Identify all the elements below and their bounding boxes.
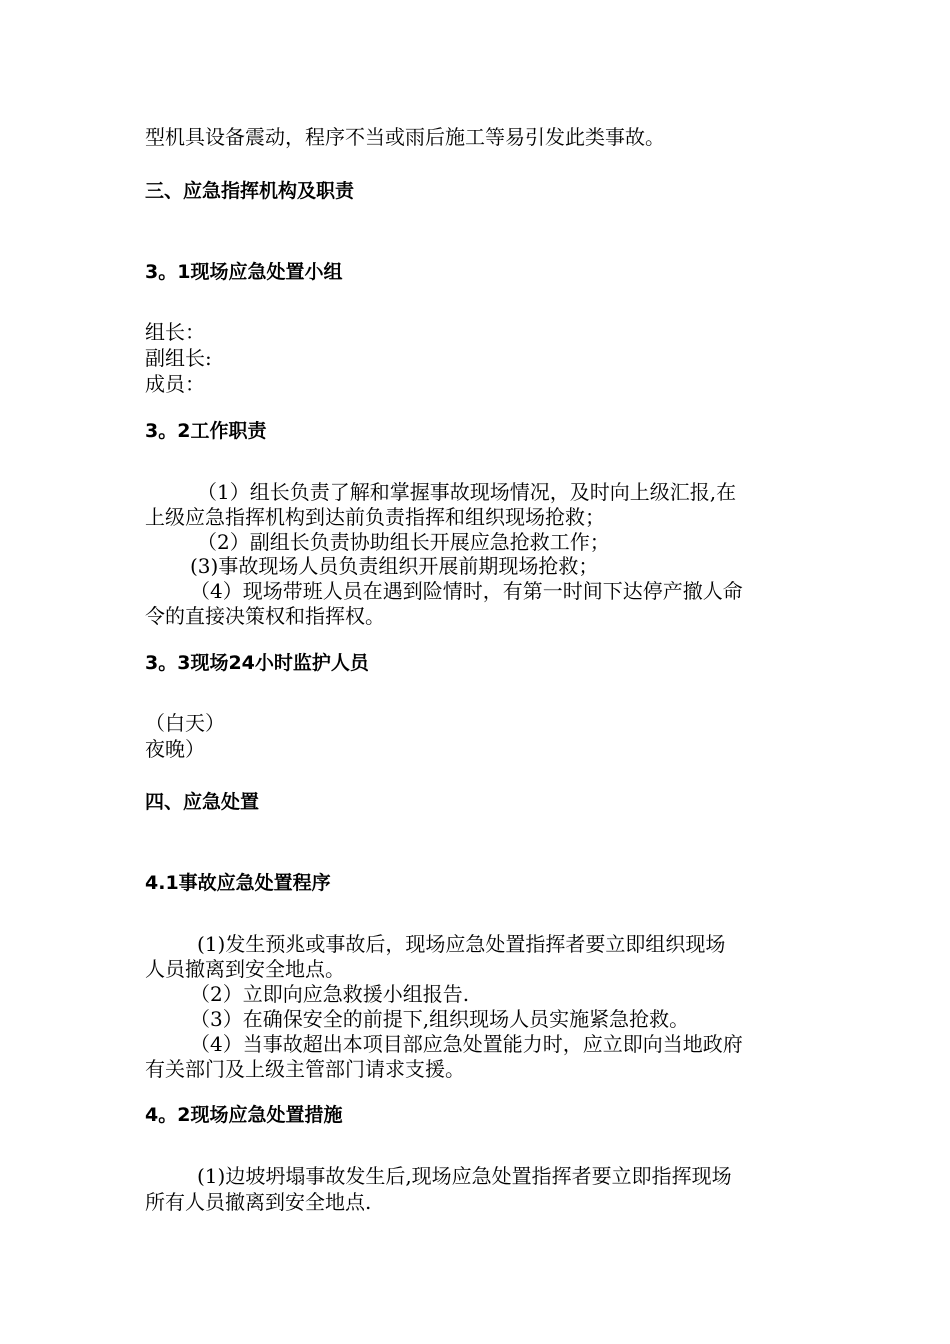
duty-line: （2）副组长负责协助组长开展应急抢救工作； — [197, 530, 610, 554]
s33-title: 3。3现场24小时监护人员 — [145, 652, 369, 674]
procedure-line: 有关部门及上级主管部门请求支援。 — [145, 1057, 465, 1081]
procedure-line: （3）在确保安全的前提下,组织现场人员实施紧急抢救。 — [190, 1007, 690, 1031]
procedure-line: （4）当事故超出本项目部应急处置能力时，应立即向当地政府 — [190, 1032, 743, 1056]
s41-title: 4.1事故应急处置程序 — [145, 872, 331, 894]
role-members: 成员： — [145, 372, 205, 396]
section3-title: 三、应急指挥机构及职责 — [145, 180, 355, 202]
s32-title: 3。2工作职责 — [145, 420, 267, 442]
shift-day: （白天） — [145, 711, 225, 735]
procedure-line: （2）立即向应急救援小组报告. — [190, 982, 470, 1006]
duty-line: （4）现场带班人员在遇到险情时，有第一时间下达停产撤人命 — [190, 579, 743, 603]
shift-night: 夜晚） — [145, 737, 205, 761]
procedure-line: (1)发生预兆或事故后，现场应急处置指挥者要立即组织现场 — [197, 932, 726, 956]
intro-tail: 型机具设备震动，程序不当或雨后施工等易引发此类事故。 — [145, 125, 665, 149]
measure-line: 所有人员撤离到安全地点. — [145, 1190, 372, 1214]
s31-title: 3。1现场应急处置小组 — [145, 261, 343, 283]
duty-line: （1）组长负责了解和掌握事故现场情况，及时向上级汇报,在 — [197, 480, 737, 504]
procedure-line: 人员撤离到安全地点。 — [145, 957, 345, 981]
measure-line: (1)边坡坍塌事故发生后,现场应急处置指挥者要立即指挥现场 — [197, 1164, 732, 1188]
duty-line: 令的直接决策权和指挥权。 — [145, 604, 385, 628]
role-deputy: 副组长: — [145, 346, 212, 370]
duty-line: 上级应急指挥机构到达前负责指挥和组织现场抢救； — [145, 505, 605, 529]
section4-title: 四、应急处置 — [145, 791, 260, 813]
role-leader: 组长： — [145, 320, 205, 344]
s42-title: 4。2现场应急处置措施 — [145, 1104, 343, 1126]
duty-line: (3)事故现场人员负责组织开展前期现场抢救； — [190, 554, 599, 578]
